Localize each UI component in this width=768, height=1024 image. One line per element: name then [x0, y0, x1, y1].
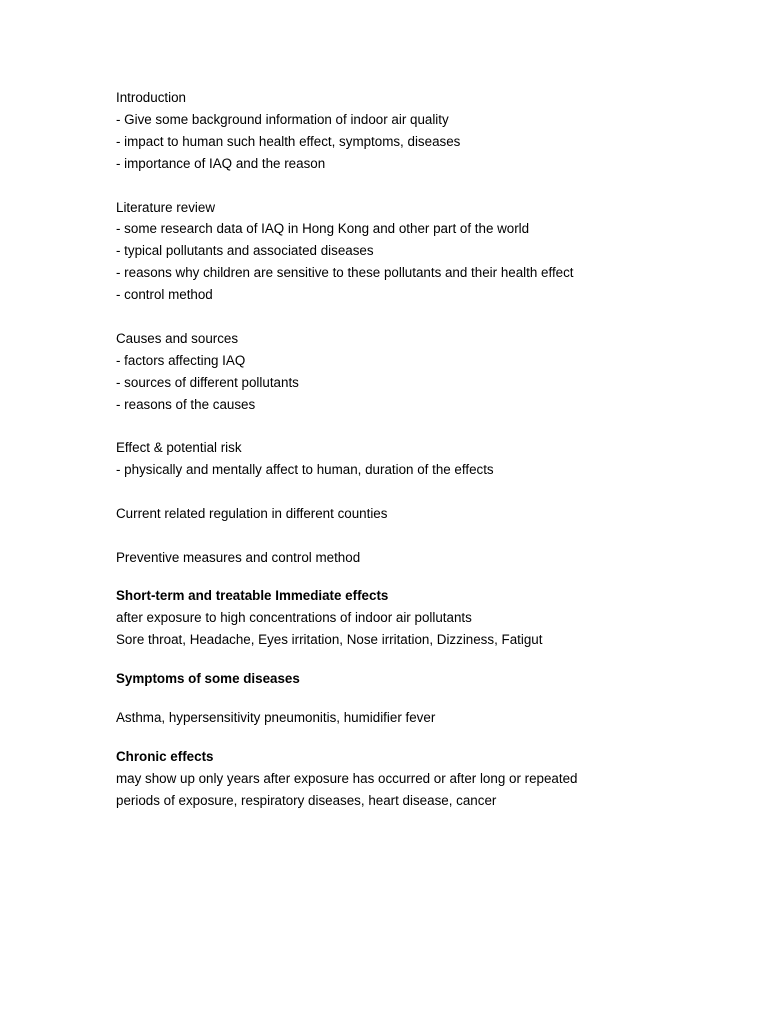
introduction-item: - impact to human such health effect, symptoms, diseases — [116, 134, 461, 149]
literature-review-heading: Literature review — [116, 200, 215, 215]
preventive-heading: Preventive measures and control method — [116, 550, 361, 565]
symptoms-line: Asthma, hypersensitivity pneumonitis, humidifier fever — [116, 710, 436, 725]
causes-sources-item: - factors affecting IAQ — [116, 353, 246, 368]
literature-review-item: - control method — [116, 287, 213, 302]
short-term-line: after exposure to high concentrations of indoor air pollutants — [116, 610, 472, 625]
short-term-heading: Short-term and treatable Immediate effects — [116, 588, 389, 603]
introduction-item: - Give some background information of indoor air quality — [116, 112, 449, 127]
symptoms-heading: Symptoms of some diseases — [116, 671, 300, 686]
effect-risk-item: - physically and mentally affect to human, duration of the effects — [116, 462, 494, 477]
literature-review-item: - some research data of IAQ in Hong Kong and other part of the world — [116, 221, 530, 236]
introduction-heading: Introduction — [116, 90, 186, 105]
short-term-line: Sore throat, Headache, Eyes irritation, Nose irritation, Dizziness, Fatigut — [116, 632, 543, 647]
introduction-item: - importance of IAQ and the reason — [116, 156, 326, 171]
causes-sources-item: - sources of different pollutants — [116, 375, 299, 390]
literature-review-item: - typical pollutants and associated diseases — [116, 243, 374, 258]
chronic-line: may show up only years after exposure has occurred or after long or repeated — [116, 771, 578, 786]
effect-risk-heading: Effect & potential risk — [116, 440, 242, 455]
regulation-heading: Current related regulation in different counties — [116, 506, 388, 521]
literature-review-item: - reasons why children are sensitive to these pollutants and their health effect — [116, 265, 574, 280]
chronic-line: periods of exposure, respiratory diseases, heart disease, cancer — [116, 793, 497, 808]
causes-sources-heading: Causes and sources — [116, 331, 239, 346]
causes-sources-item: - reasons of the causes — [116, 397, 256, 412]
chronic-heading: Chronic effects — [116, 749, 214, 764]
